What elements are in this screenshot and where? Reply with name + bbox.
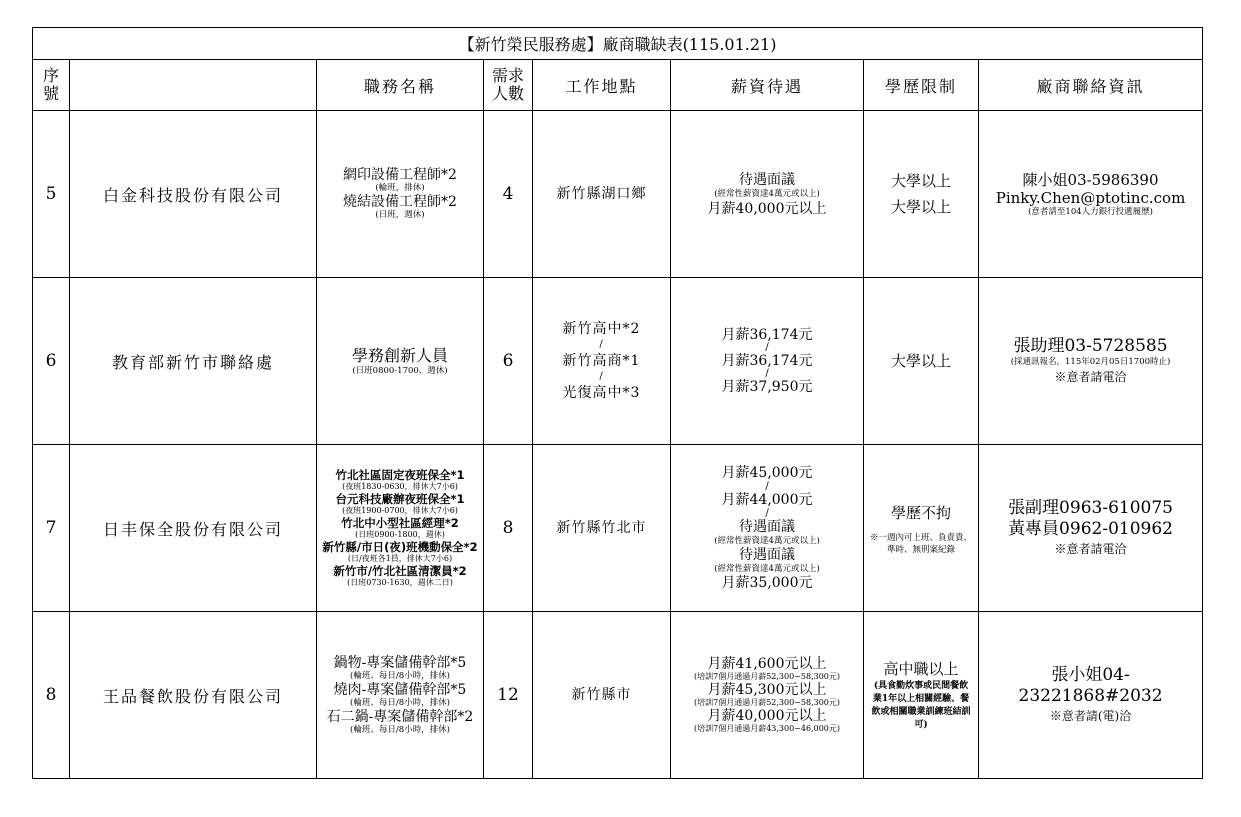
slash-separator: / <box>765 507 769 519</box>
salary-item: 待遇面議 <box>739 546 795 563</box>
salary-item: 月薪45,300元以上 <box>707 682 827 699</box>
contact-line: (意者請至104人力銀行投遞履歷) <box>1028 206 1153 217</box>
education-requirement <box>864 111 979 278</box>
table-title: 【新竹榮民服務處】廠商職缺表(115.01.21) <box>33 28 1203 60</box>
row-number: 6 <box>33 278 70 445</box>
job-note: (輪班、每日/8小時，排休) <box>350 670 450 681</box>
contact-line: 陳小姐03-5986390 <box>1022 170 1159 189</box>
education-note: (具食勤炊事或民間餐飲業1年以上相關經驗、餐飲或相關職業訓練班結訓可) <box>871 681 971 731</box>
salary-item: 月薪40,000元以上 <box>707 200 827 217</box>
slash-separator: / <box>765 480 769 492</box>
job-vacancy-table <box>32 27 1203 779</box>
headcount: 4 <box>484 111 533 278</box>
salary-note: (經常性薪資達4萬元或以上) <box>714 563 820 574</box>
slash-separator: / <box>765 342 769 354</box>
education-item: 大學以上 <box>890 198 951 217</box>
work-location <box>533 445 671 612</box>
contact-line: ※意者請(電)洽 <box>1049 709 1132 724</box>
job-note: (日/夜班各1員，排休大7小6) <box>347 554 453 564</box>
header-company <box>70 60 317 111</box>
contact-line: ※意者請電洽 <box>1054 542 1127 557</box>
job-title: 燒結設備工程師*2 <box>343 194 457 211</box>
contact-line: (採通訊報名，115年02月05日1700時止) <box>1010 357 1171 368</box>
job-title: 鍋物-專案儲備幹部*5 <box>333 654 467 671</box>
job-note: (輪班、每日/8小時，排休) <box>350 724 450 735</box>
salary-info <box>671 612 864 779</box>
salary-info <box>671 111 864 278</box>
location-item: 新竹高中*2 <box>562 321 641 338</box>
job-title: 竹北中小型社區經理*2 <box>341 516 459 531</box>
salary-item: 月薪35,000元 <box>721 574 813 591</box>
contact-line: 張助理03-5728585 <box>1013 336 1168 357</box>
education-item: 高中職以上 <box>883 660 959 679</box>
location-item: 新竹縣竹北市 <box>556 520 647 537</box>
salary-item: 月薪37,950元 <box>721 379 813 396</box>
job-note: (日班，週休) <box>375 210 425 221</box>
job-note: (輪班，排休) <box>375 183 425 194</box>
headcount: 12 <box>484 612 533 779</box>
header-contact: 廠商聯絡資訊 <box>979 60 1203 111</box>
contact-info <box>979 278 1203 445</box>
job-title: 新竹市/竹北社區清潔員*2 <box>333 564 467 579</box>
job-title: 台元科技廠辦夜班保全*1 <box>335 492 465 507</box>
job-title: 竹北社區固定夜班保全*1 <box>335 468 465 483</box>
location-item: 光復高中*3 <box>562 385 641 402</box>
salary-note: (培訓7個月通過月薪43,300~46,000元) <box>693 724 841 734</box>
header-education: 學歷限制 <box>864 60 979 111</box>
work-location <box>533 111 671 278</box>
salary-item: 月薪44,000元 <box>721 491 813 508</box>
salary-item: 待遇面議 <box>739 171 795 188</box>
salary-item: 月薪36,174元 <box>721 327 813 344</box>
table-row <box>33 612 1203 779</box>
education-item: 大學以上 <box>890 352 951 371</box>
header-salary: 薪資待遇 <box>671 60 864 111</box>
salary-item: 待遇面議 <box>739 518 795 535</box>
company-name: 日丰保全股份有限公司 <box>70 445 317 612</box>
header-location: 工作地點 <box>533 60 671 111</box>
slash-separator: / <box>765 368 769 380</box>
contact-line: 張小姐04-23221868#2032 <box>1018 665 1163 707</box>
salary-info <box>671 445 864 612</box>
job-title: 新竹縣/市日(夜)班機動保全*2 <box>322 540 478 555</box>
job-titles <box>317 445 484 612</box>
location-item: 新竹縣湖口鄉 <box>556 186 647 203</box>
salary-info <box>671 278 864 445</box>
job-title: 燒肉-專案儲備幹部*5 <box>333 681 467 698</box>
education-requirement <box>864 445 979 612</box>
contact-line: ※意者請電洽 <box>1054 370 1127 385</box>
location-item: 新竹縣市 <box>571 687 632 704</box>
header-job: 職務名稱 <box>317 60 484 111</box>
education-item: 學歷不拘 <box>890 504 951 523</box>
contact-line: 張副理0963-610075 <box>1008 498 1173 519</box>
work-location <box>533 612 671 779</box>
job-note: (夜班1900-0700，排休大7小6) <box>342 506 458 516</box>
job-titles <box>317 612 484 779</box>
row-number: 5 <box>33 111 70 278</box>
contact-info <box>979 445 1203 612</box>
salary-note: (培訓7個月通過月薪52,300~58,300元) <box>693 698 841 708</box>
salary-item: 月薪40,000元以上 <box>707 708 827 725</box>
job-title: 石二鍋-專案儲備幹部*2 <box>326 708 474 725</box>
row-number: 7 <box>33 445 70 612</box>
contact-info <box>979 111 1203 278</box>
headcount: 8 <box>484 445 533 612</box>
education-requirement <box>864 278 979 445</box>
slash-separator: / <box>599 371 604 383</box>
table-row <box>33 278 1203 445</box>
job-titles <box>317 111 484 278</box>
salary-note: (經常性薪資達4萬元或以上) <box>714 188 820 199</box>
location-item: 新竹高商*1 <box>562 353 641 370</box>
company-name: 王品餐飲股份有限公司 <box>70 612 317 779</box>
job-note: (日班0800-1700、週休) <box>352 365 448 376</box>
job-note: (日班0730-1630，週休二日) <box>347 578 453 588</box>
job-titles <box>317 278 484 445</box>
header-count: 需求人數 <box>484 60 533 111</box>
contact-line: 黃專員0962-010962 <box>1008 519 1173 540</box>
job-title: 網印設備工程師*2 <box>343 167 457 184</box>
job-title: 學務創新人員 <box>351 345 448 365</box>
table-row <box>33 111 1203 278</box>
salary-note: (培訓7個月通過月薪52,300~58,300元) <box>693 672 841 682</box>
salary-item: 月薪45,000元 <box>721 464 813 481</box>
job-note: (輪班、每日/8小時，排休) <box>350 697 450 708</box>
headcount: 6 <box>484 278 533 445</box>
header-row <box>33 60 1203 111</box>
job-note: (夜班1830-0630，排休大7小6) <box>342 482 458 492</box>
salary-item: 月薪36,174元 <box>721 353 813 370</box>
education-note: ※一週內可上班、負責貴、準時、無刑案紀錄 <box>870 533 973 556</box>
contact-line: Pinky.Chen@ptotinc.com <box>995 188 1186 207</box>
contact-info <box>979 612 1203 779</box>
education-item: 大學以上 <box>890 172 951 191</box>
company-name: 白金科技股份有限公司 <box>70 111 317 278</box>
table-row <box>33 445 1203 612</box>
row-number: 8 <box>33 612 70 779</box>
header-no: 序號 <box>33 60 70 111</box>
salary-note: (經常性薪資達4萬元或以上) <box>714 535 820 546</box>
work-location <box>533 278 671 445</box>
education-requirement <box>864 612 979 779</box>
slash-separator: / <box>599 339 604 351</box>
salary-item: 月薪41,600元以上 <box>707 656 827 673</box>
job-note: (日班0900-1800，週休) <box>355 530 445 540</box>
company-name: 教育部新竹市聯絡處 <box>70 278 317 445</box>
